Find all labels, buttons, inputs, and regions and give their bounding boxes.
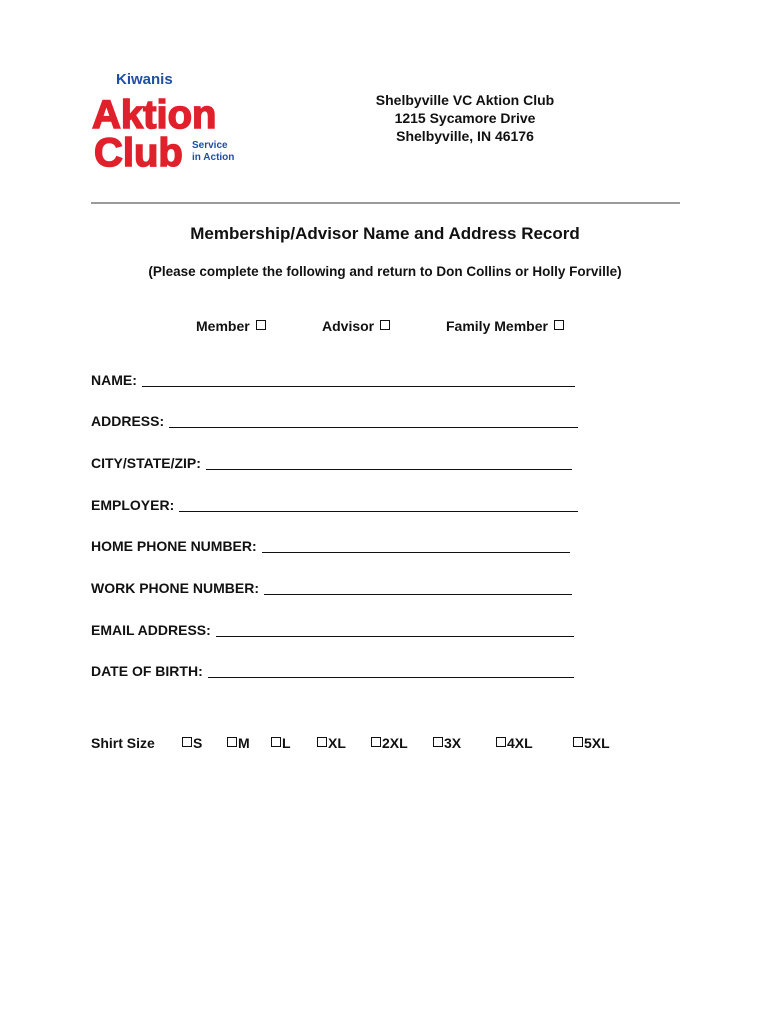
logo-tagline-1: Service <box>192 140 228 151</box>
option-advisor[interactable] <box>322 318 390 334</box>
field-address-label: ADDRESS: <box>91 413 165 429</box>
shirt-size-xl-label: XL <box>328 735 346 751</box>
shirt-size-3x-checkbox[interactable] <box>433 737 443 747</box>
logo-kiwanis-text: Kiwanis <box>116 71 173 88</box>
shirt-size-2xl-label: 2XL <box>382 735 408 751</box>
field-city-state-zip-label: CITY/STATE/ZIP: <box>91 455 201 471</box>
name-input-line[interactable] <box>142 372 575 387</box>
advisor-checkbox[interactable] <box>380 320 390 330</box>
header-divider <box>91 202 680 204</box>
shirt-size-xl[interactable] <box>317 735 346 751</box>
logo-aktion-text: Aktion <box>92 93 217 137</box>
field-date-of-birth <box>91 663 574 679</box>
field-address <box>91 413 578 429</box>
shirt-size-s[interactable] <box>182 735 202 751</box>
shirt-size-5xl[interactable] <box>573 735 610 751</box>
field-name-label: NAME: <box>91 372 137 388</box>
member-checkbox[interactable] <box>256 320 266 330</box>
shirt-size-m[interactable] <box>227 735 250 751</box>
shirt-size-3x-label: 3X <box>444 735 462 751</box>
shirt-size-4xl[interactable] <box>496 735 533 751</box>
field-date-of-birth-label: DATE OF BIRTH: <box>91 663 203 679</box>
form-title: Membership/Advisor Name and Address Record <box>190 224 580 243</box>
shirt-size-2xl[interactable] <box>371 735 408 751</box>
logo-club-text: Club <box>94 131 183 175</box>
field-work-phone-label: WORK PHONE NUMBER: <box>91 580 259 596</box>
field-name <box>91 372 575 388</box>
work-phone-input-line[interactable] <box>264 580 572 595</box>
option-family-member[interactable] <box>446 318 564 334</box>
aktion-club-logo <box>88 66 248 178</box>
club-street: 1215 Sycamore Drive <box>394 110 536 126</box>
shirt-size-m-checkbox[interactable] <box>227 737 237 747</box>
shirt-size-l-checkbox[interactable] <box>271 737 281 747</box>
shirt-size-label: Shirt Size <box>91 735 155 751</box>
option-member-label: Member <box>196 318 250 334</box>
email-input-line[interactable] <box>216 622 574 637</box>
club-address-block <box>330 91 600 145</box>
field-work-phone <box>91 580 572 596</box>
shirt-size-3x[interactable] <box>433 735 461 751</box>
club-city: Shelbyville, IN 46176 <box>396 128 534 144</box>
option-family-member-label: Family Member <box>446 318 548 334</box>
shirt-size-4xl-checkbox[interactable] <box>496 737 506 747</box>
shirt-size-2xl-checkbox[interactable] <box>371 737 381 747</box>
employer-input-line[interactable] <box>179 497 578 512</box>
club-name: Shelbyville VC Aktion Club <box>375 92 555 108</box>
shirt-size-l-label: L <box>282 735 291 751</box>
shirt-size-5xl-checkbox[interactable] <box>573 737 583 747</box>
field-city-state-zip <box>91 455 572 471</box>
field-email <box>91 622 574 638</box>
form-instructions: (Please complete the following and return to Don Collins or Holly Forville) <box>148 264 622 279</box>
field-home-phone <box>91 538 570 554</box>
city-state-zip-input-line[interactable] <box>206 455 572 470</box>
shirt-size-xl-checkbox[interactable] <box>317 737 327 747</box>
shirt-size-4xl-label: 4XL <box>507 735 533 751</box>
shirt-size-m-label: M <box>238 735 250 751</box>
field-email-label: EMAIL ADDRESS: <box>91 622 211 638</box>
date-of-birth-input-line[interactable] <box>208 663 574 678</box>
logo-tagline-2: in Action <box>192 152 235 163</box>
option-advisor-label: Advisor <box>322 318 375 334</box>
shirt-size-5xl-label: 5XL <box>584 735 610 751</box>
field-employer-label: EMPLOYER: <box>91 497 175 513</box>
option-member[interactable] <box>196 318 266 334</box>
address-input-line[interactable] <box>169 413 578 428</box>
shirt-size-s-checkbox[interactable] <box>182 737 192 747</box>
shirt-size-s-label: S <box>193 735 203 751</box>
home-phone-input-line[interactable] <box>262 538 570 553</box>
field-home-phone-label: HOME PHONE NUMBER: <box>91 538 257 554</box>
shirt-size-l[interactable] <box>271 735 291 751</box>
family-member-checkbox[interactable] <box>554 320 564 330</box>
field-employer <box>91 497 578 513</box>
